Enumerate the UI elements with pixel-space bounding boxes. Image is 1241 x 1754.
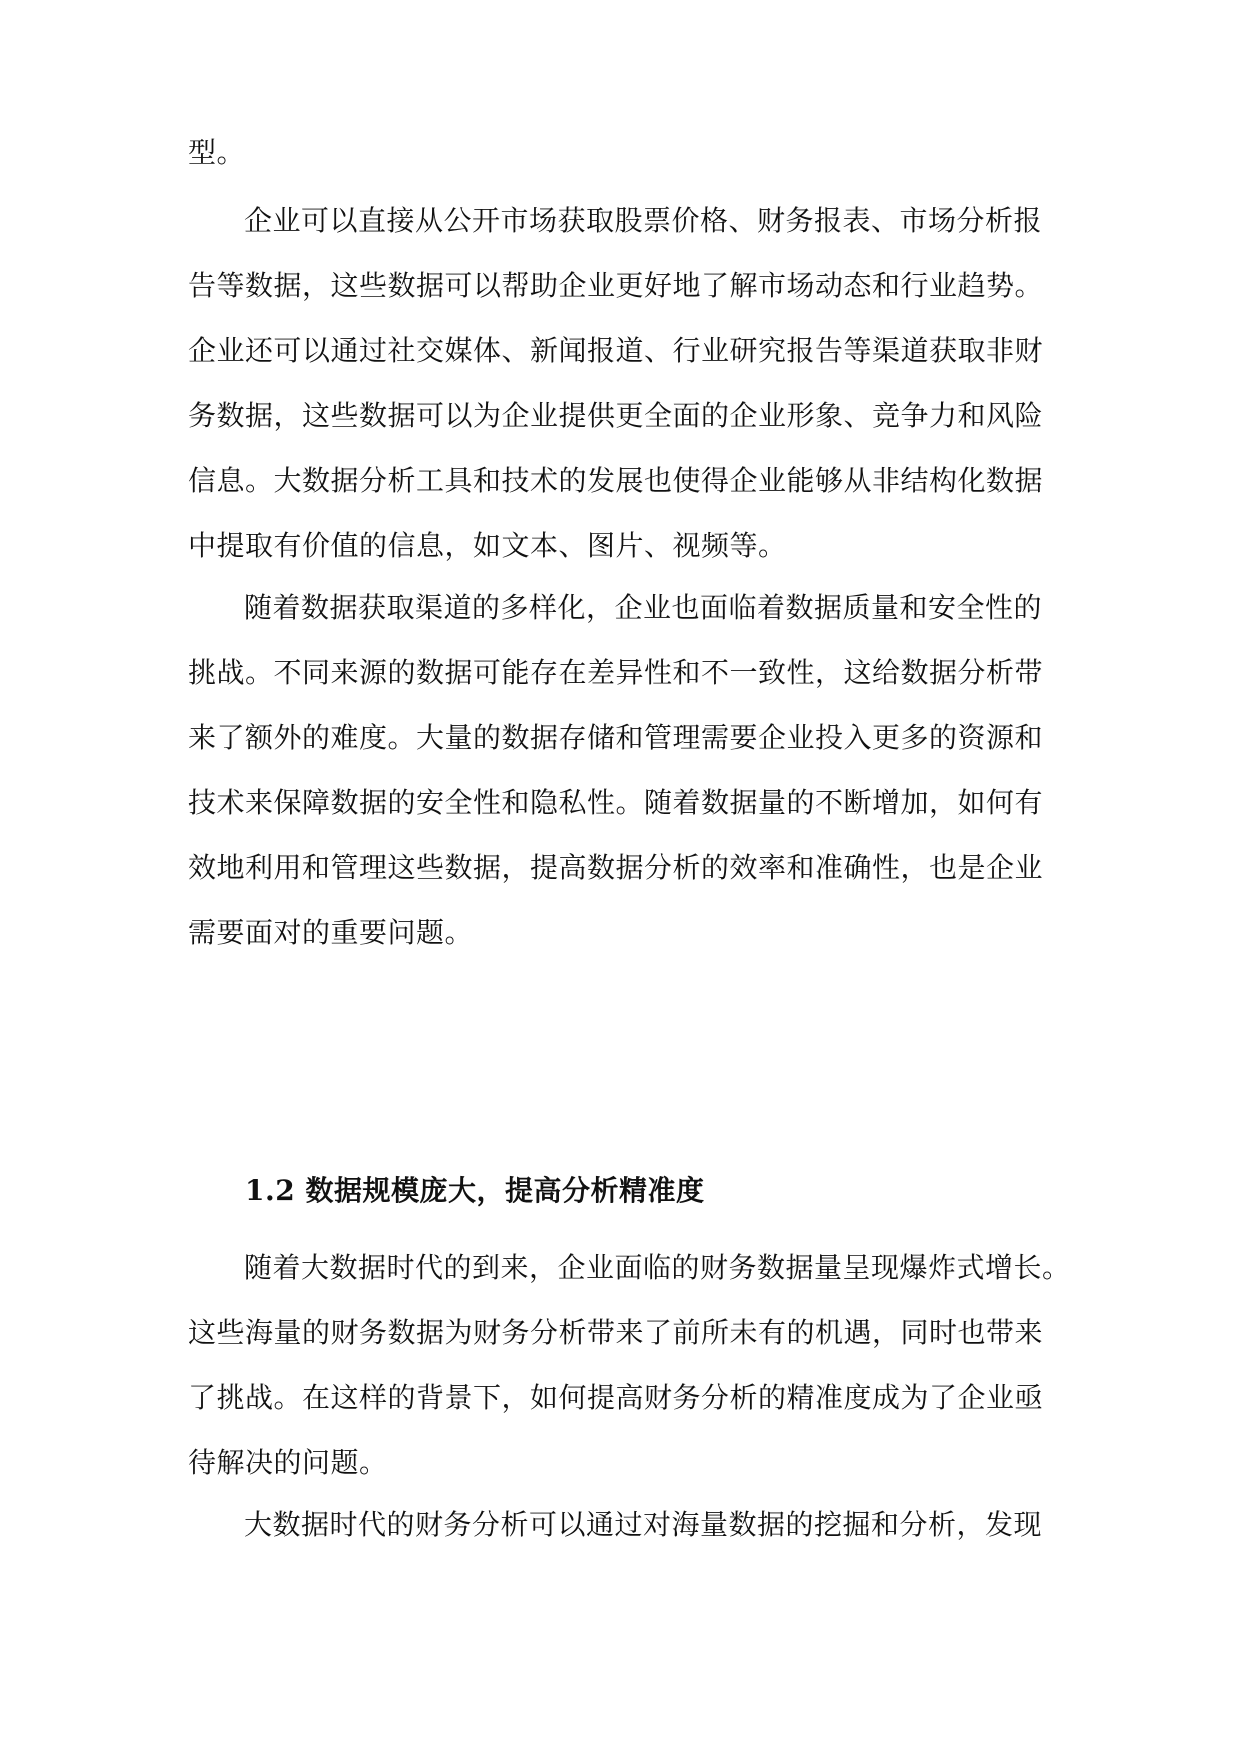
paragraph-data-challenges: [188, 575, 1056, 965]
text-line: 这些海量的财务数据为财务分析带来了前所未有的机遇，同时也带来: [188, 1316, 1044, 1349]
text-line: 了挑战。在这样的背景下，如何提高财务分析的精准度成为了企业亟: [188, 1381, 1044, 1414]
text-line: 挑战。不同来源的数据可能存在差异性和不一致性，这给数据分析带: [188, 656, 1044, 689]
paragraph-big-data-era: [188, 1235, 1071, 1495]
text-line: 大数据时代的财务分析可以通过对海量数据的挖掘和分析，发现: [244, 1508, 1043, 1541]
text-line: 中提取有价值的信息，如文本、图片、视频等。: [188, 529, 787, 562]
text-line: 随着大数据时代的到来，企业面临的财务数据量呈现爆炸式增长。: [244, 1251, 1071, 1284]
section-heading: 1.2 数据规模庞大，提高分析精准度: [245, 1174, 705, 1207]
text-line: 需要面对的重要问题。: [188, 916, 474, 949]
paragraph-public-market-data: [188, 188, 1056, 578]
text-line: 待解决的问题。: [188, 1446, 388, 1479]
text-line: 信息。大数据分析工具和技术的发展也使得企业能够从非结构化数据: [188, 464, 1044, 497]
text-line: 务数据，这些数据可以为企业提供更全面的企业形象、竞争力和风险: [188, 399, 1044, 432]
text-line: 技术来保障数据的安全性和隐私性。随着数据量的不断增加，如何有: [188, 786, 1044, 819]
text-line: 企业还可以通过社交媒体、新闻报道、行业研究报告等渠道获取非财: [188, 334, 1044, 367]
text-line: 告等数据，这些数据可以帮助企业更好地了解市场动态和行业趋势。: [188, 269, 1044, 302]
text-line: 来了额外的难度。大量的数据存储和管理需要企业投入更多的资源和: [188, 721, 1044, 754]
paragraph-continuation: [188, 120, 1056, 185]
text-line: 企业可以直接从公开市场获取股票价格、财务报表、市场分析报: [244, 204, 1043, 237]
text-line: 型。: [188, 136, 246, 169]
text-line: 效地利用和管理这些数据，提高数据分析的效率和准确性，也是企业: [188, 851, 1044, 884]
paragraph-financial-analysis: [188, 1492, 1056, 1557]
text-line: 随着数据获取渠道的多样化，企业也面临着数据质量和安全性的: [244, 591, 1043, 624]
